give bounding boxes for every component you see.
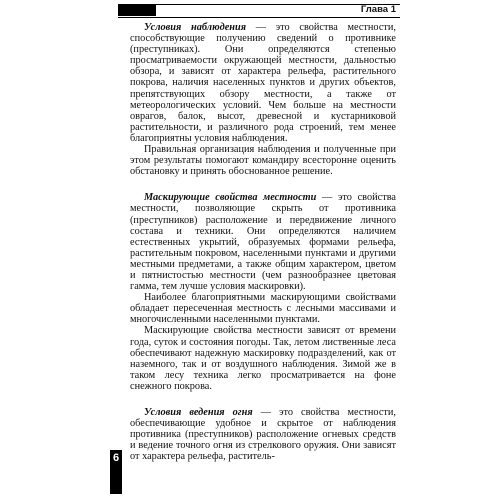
paragraph-text: Правильная организация наблюдения и полученные при этом результаты помогают командиру всесторонне оценить обстановку и принять обоснованное решение. [130,144,396,178]
chapter-title: Глава 1 [360,4,396,15]
term-observation: Условия наблюдения [144,22,247,33]
running-header [118,4,400,18]
paragraph-observation [130,22,396,144]
header-black-block [118,4,156,16]
paragraph-text: Маскирующие свойства местности зависят от времени года, суток и состояния погоды. Так, летом лиственные леса обеспечивают надежную маскировку подразделений, как от наземного, так и от воздушного наблюдения. Зимой же в таком лесу техника легко просматривается на фоне снежного покрова. [130,325,396,392]
paragraph-seasonal-camouflage [130,325,396,392]
term-camouflage: Маскирующие свойства местности [144,192,317,204]
paragraph-favorable-camouflage [130,292,396,325]
paragraph-camouflage [130,192,396,292]
term-fire-conditions: Условия ведения огня [144,407,253,418]
paragraph-text: — это свойства местности, способствующие получению сведений о противнике (преступниках). Они определяются степенью просматриваемости окружающей местности, дальностью обзора, и зависят от характера рельефа, растительного покрова, наличия населенных пунктов и других объектов, препятствующих обзору местности, а также от метеорологических условий. Чем больше на местности оврагов, балок, высот, древесной и кустарниковой растительности, и различного рода строений, тем менее благоприятны условия наблюдения. [130,22,396,144]
paragraph-text: — это свойства местности, обеспечивающие удобное и скрытое от наблюдения противника (преступников) расположение огневых средств и ведение точного огня из стрелкового оружия. Они зависят от характера рельефа, раститель- [130,407,396,463]
paragraph-fire-conditions [130,407,396,462]
paragraph-text: — это свойства местности, позволяющие скрыть от противника (преступников) расположение и передвижение личного состава и техники. Они определяются наличием естественных укрытий, образуемых формами рельефа, растительным покровом, населенными пунктами и другими местными предметами, а также общим характером, цветом и пятнистостью местности (чем разнообразнее цветовая гамма, тем лучше условия маскировки). [130,192,397,293]
page-number: 6 [112,452,120,464]
paragraph-text: Наиболее благоприятными маскирующими свойствами обладает пересеченная местность с лесными массивами и многочисленными населенными пунктами. [130,292,396,326]
paragraph-observation-organization [130,144,396,177]
page-body [130,22,396,462]
